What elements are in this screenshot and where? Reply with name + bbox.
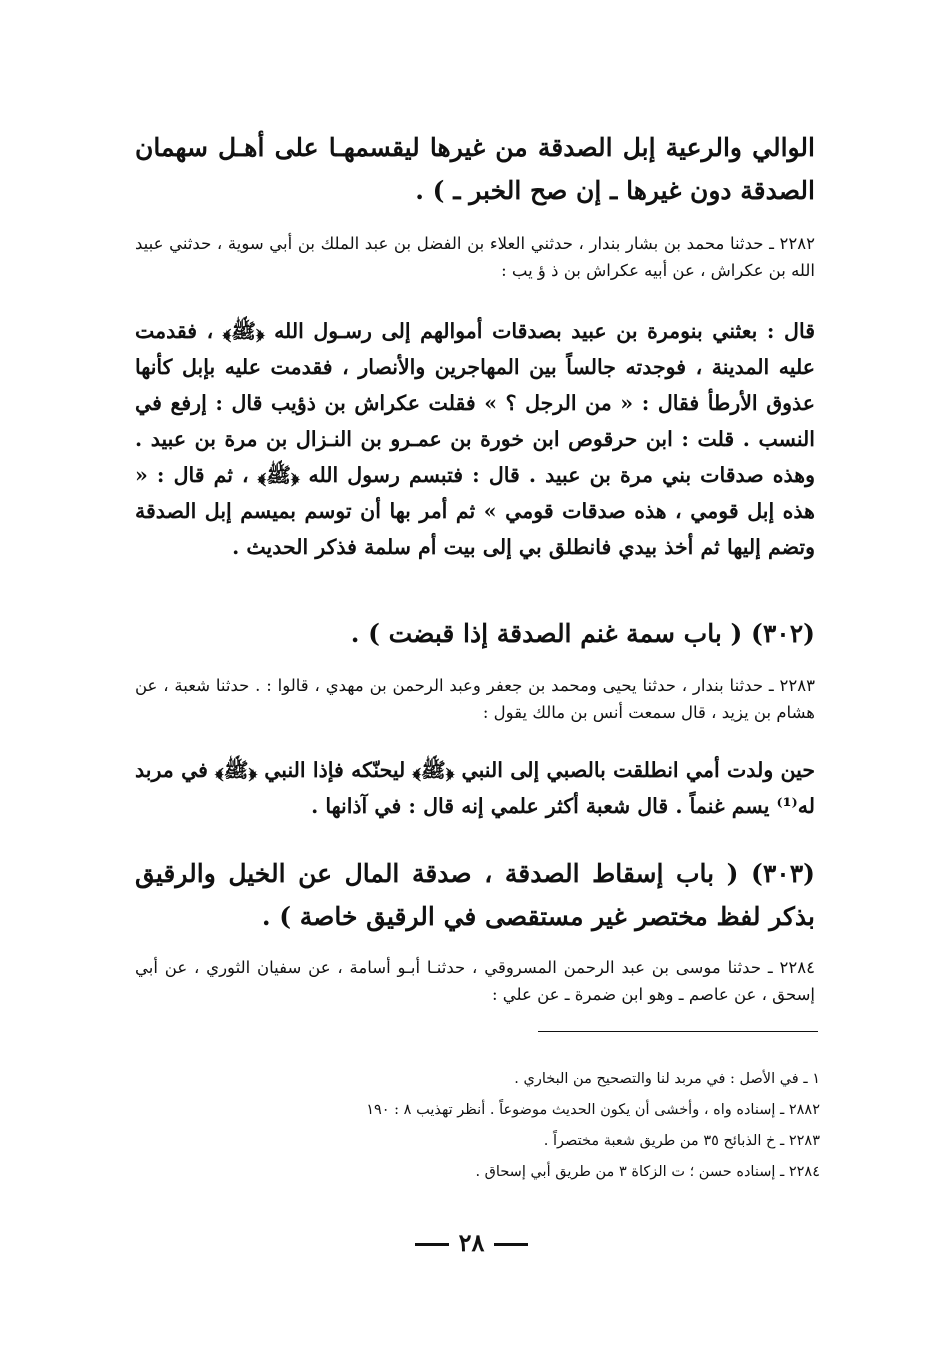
footnote-2282: ٢٨٨٢ ـ إسناده واه ، وأخشى أن يكون الحديث موضوعاً . أنظر تهذيب ٨ : ١٩٠ <box>366 1102 820 1118</box>
hadith-2282-isnad: ٢٢٨٢ ـ حدثنا محمد بن بشار بندار ، حدثني العلاء بن الفضل بن عبد الملك بن أبي سوية ، حدثني عبيد الله بن عكراش ، عن أبيه عكراش بن ذ ؤ يب : <box>135 234 815 280</box>
chapter-title-continued: الوالي والرعية إبل الصدقة من غيرها ليقسمهـا على أهـل سهمان الصدقة دون غيرها ـ إن صح الخبر ـ ) . <box>135 133 815 205</box>
footnote-divider <box>538 1031 818 1032</box>
footnotes <box>150 1064 820 1188</box>
page-number-dash-left <box>415 1243 449 1246</box>
hadith-2283-isnad: ٢٢٨٣ ـ حدثنا بندار ، حدثنا يحيى ومحمد بن جعفر وعبد الرحمن بن مهدي ، قالوا : . حدثنا شعبة ، عن هشام بن يزيد ، قال سمعت أنس بن مالك يقول : <box>135 676 815 722</box>
page-number-dash-right <box>494 1243 528 1246</box>
page-number <box>0 1228 943 1257</box>
hadith-2284-isnad: ٢٢٨٤ ـ حدثنا موسى بن عبد الرحمن المسروقي ، حدثنـا أبـو أسامة ، عن سفيان الثوري ، عن أبي إسحق ، عن عاصم ـ وهو ابن ضمرة ـ عن علي : <box>135 958 815 1004</box>
chapter-title-302: (٣٠٢) ( باب سمة غنم الصدقة إذا قبضت ) . <box>350 619 815 648</box>
footnote-1: ١ ـ في الأصل : في مربد لنا والتصحيح من البخاري . <box>514 1071 820 1087</box>
footnote-2283: ٢٢٨٣ ـ خ الذبائح ٣٥ من طريق شعبة مختصراً . <box>543 1133 820 1149</box>
hadith-2283-text: حين ولدت أمي انطلقت بالصبي إلى النبي ﴿ﷺ﴾ ليحنّكه فإذا النبي ﴿ﷺ﴾ في مربد له⁽¹⁾ يسم غنماً . قال شعبة أكثر علمي إنه قال : في آذانها . <box>135 758 815 818</box>
footnote-2284: ٢٢٨٤ ـ إسناده حسن ؛ ت الزكاة ٣ من طريق أبي إسحاق . <box>475 1164 820 1180</box>
chapter-title-303: (٣٠٣) ( باب إسقاط الصدقة ، صدقة المال عن الخيل والرقيق بذكر لفظ مختصر غير مستقصى في الرقيق خاصة ) . <box>135 859 815 931</box>
hadith-2282-text: قال : بعثني بنومرة بن عبيد بصدقات أموالهم إلى رسـول الله ﴿ﷺ﴾ ، فقدمت عليه المدينة ، فوجدته جالساً بين المهاجرين والأنصار ، فقدمت عليه بإبل كأنها عذوق الأرطأ فقال : « من الرجل ؟ » فقلت عكراش بن ذؤيب قال : إرفع في النسب . قلت : ابن حرقوص ابن خورة بن عمـرو بن النـزال بن مرة بن عبيد . وهذه صدقات بني مرة بن عبيد . قال : فتبسم رسول الله ﴿ﷺ﴾ ، ثم قال : « هذه إبل قومي ، هذه صدقات قومي » ثم أمر بها أن توسم بميسم إبل الصدقة وتضم إليها ثم أخذ بيدي فانطلق بي إلى بيت أم سلمة فذكر الحديث . <box>135 319 815 559</box>
page-number-value: ٢٨ <box>458 1228 485 1257</box>
